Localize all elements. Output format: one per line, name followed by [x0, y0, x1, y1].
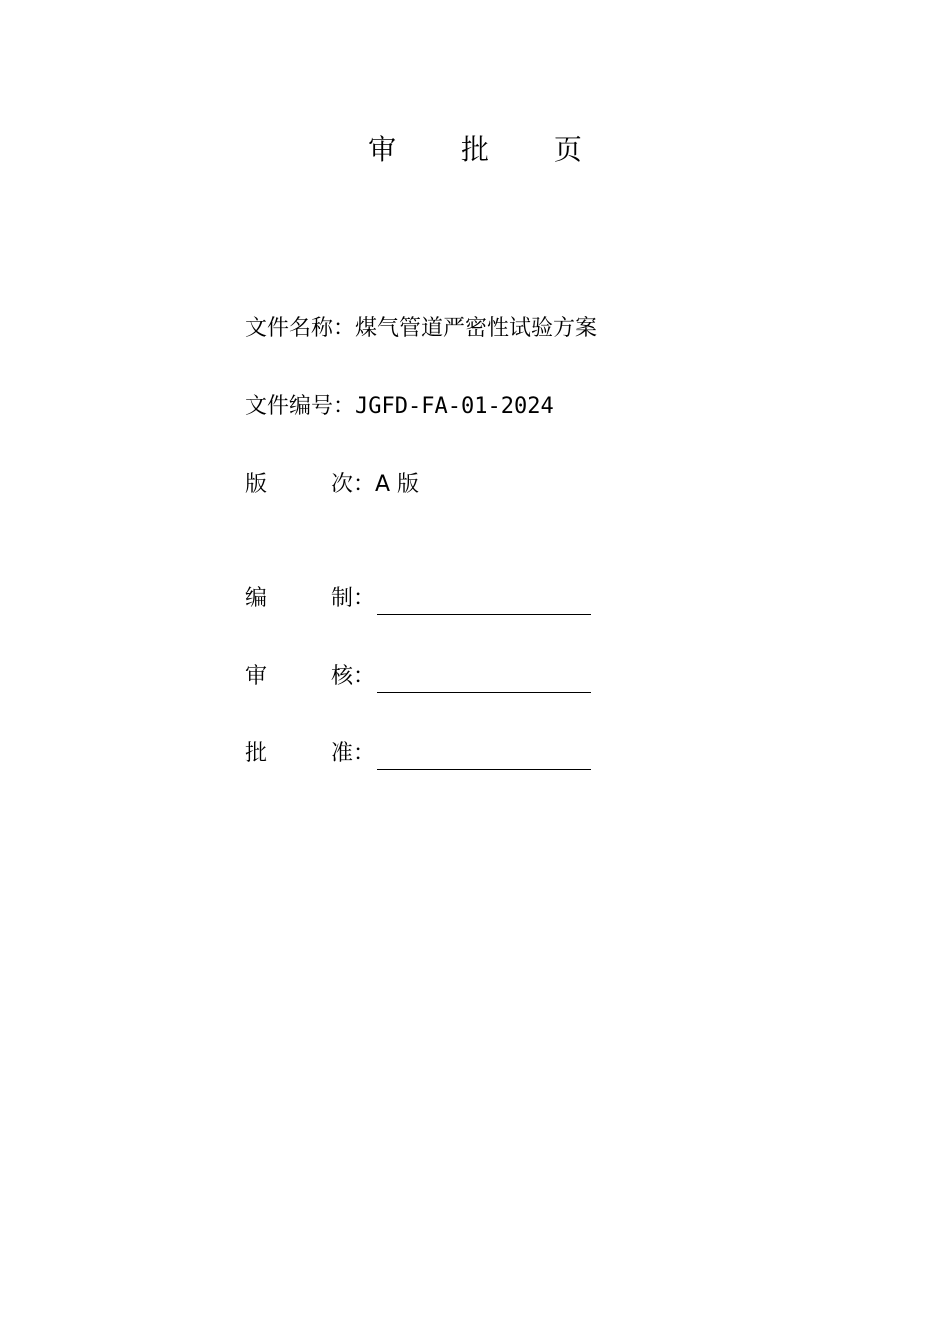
version-label: 版次	[245, 472, 353, 497]
approved-by-row	[245, 738, 591, 770]
prepared-by-row	[245, 583, 591, 615]
reviewed-by-signature-line[interactable]	[377, 668, 591, 693]
version-value: A 版	[375, 472, 420, 497]
document-name-value: 煤气管道严密性试验方案	[355, 316, 598, 341]
version-row	[245, 469, 419, 501]
approved-by-colon: ：	[353, 741, 376, 766]
document-code-value: JGFD-FA-01-2024	[355, 394, 554, 419]
prepared-by-label: 编制	[245, 586, 353, 611]
reviewed-by-colon: ：	[353, 664, 376, 689]
prepared-by-colon: ：	[353, 586, 376, 611]
approved-by-signature-line[interactable]	[377, 745, 591, 770]
document-name-label: 文件名称：	[245, 316, 356, 341]
prepared-by-signature-line[interactable]	[377, 590, 591, 615]
page-title: 审 批 页	[368, 133, 610, 166]
reviewed-by-label: 审核	[245, 664, 353, 689]
reviewed-by-row	[245, 661, 591, 693]
document-code-row	[245, 391, 554, 423]
approved-by-label: 批准	[245, 741, 353, 766]
document-code-label: 文件编号：	[245, 394, 356, 419]
document-name-row	[245, 313, 597, 345]
version-colon: ：	[353, 472, 376, 497]
